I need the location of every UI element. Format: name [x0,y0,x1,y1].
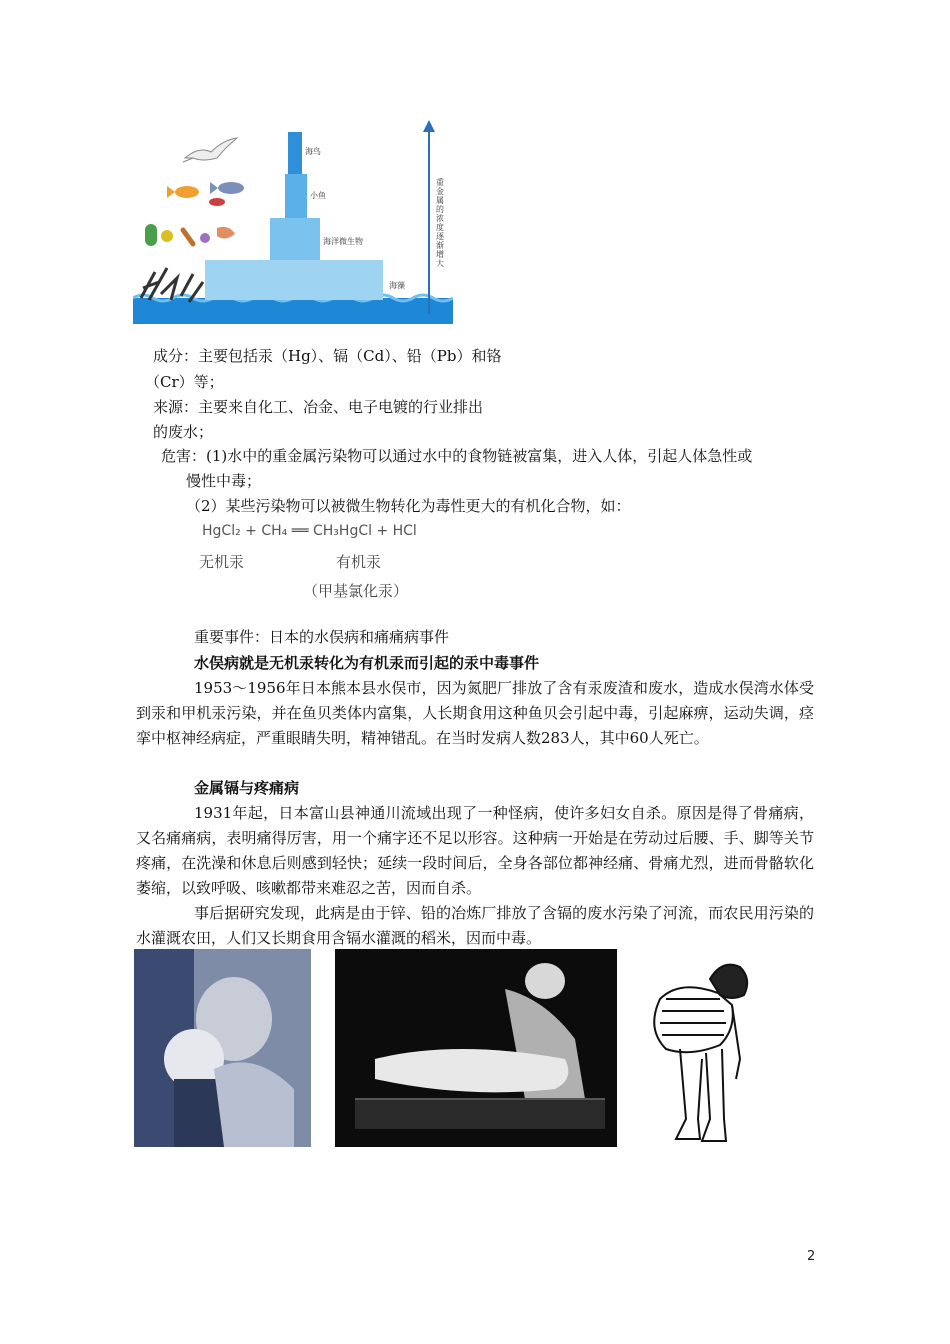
seabird-icon [183,138,237,162]
level-label-seabird: 海鸟 [305,147,321,156]
events-heading: 重要事件：日本的水俣病和痛痛病事件 [194,628,450,646]
fish-icon [167,182,244,206]
minamata-title: 水俣病就是无机汞转化为有机汞而引起的汞中毒事件 [194,654,540,672]
seaweed-icon [141,268,203,302]
itai-itai-title: 金属镉与疼痛病 [194,779,300,797]
source-line-1: 来源：主要来自化工、冶金、电子电镀的行业排出 [153,398,484,416]
itai-itai-paragraph: 1931年起，日本富山县神通川流域出现了一种怪病，使许多妇女自杀。原因是得了骨痛病，又名痛痛病，表明痛得厉害，用一个痛字还不足以形容。这种病一开始是在劳动过后腰、手、脚等关节疼痛，在洗澡和休息后则感到轻快；延续一段时间后，全身各部位都神经痛、骨痛尤烈，进而骨骼软化萎缩，以致呼吸、咳嗽都带来难忍之苦，因而自杀。 [136,804,814,897]
bent-over-patient-drawing [640,949,770,1147]
methyl-mercury-label: （甲基氯化汞） [303,582,409,600]
bathing-victim-photo [335,949,617,1147]
minamata-victims-photo [134,949,311,1147]
microorganisms-icon [145,224,235,246]
composition-line-2: （Cr）等； [145,373,224,391]
page-number: 2 [807,1249,816,1264]
composition-line-1: 成分：主要包括汞（Hg）、镉（Cd）、铅（Pb）和铬 [153,347,502,365]
level-label-seaweed: 海藻 [389,281,405,290]
harm-line-1: 危害：(1)水中的重金属污染物可以通过水中的食物链被富集，进入人体，引起人体急性或 [161,447,753,465]
food-chain-diagram [133,118,453,324]
level-label-small-fish: 小鱼 [310,191,326,200]
minamata-paragraph: 1953～1956年日本熊本县水俣市，因为氮肥厂排放了含有汞废渣和废水，造成水俣湾水体受到汞和甲机汞污染，并在鱼贝类体内富集，人长期食用这种鱼贝会引起中毒，引起麻痹，运动失调，痉挛中枢神经病症，严重眼睛失明，精神错乱。在当时发病人数283人，其中60人死亡。 [136,679,814,747]
source-line-2: 的废水； [153,423,214,441]
inorganic-mercury-label: 无机汞 [199,553,245,571]
level-label-microbes: 海洋微生物 [323,237,363,246]
concentration-arrow-label: 重金属的浓度逐渐增大 [436,178,444,268]
chemical-equation: HgCl₂ + CH₄ ══ CH₃HgCl + HCl [202,523,417,539]
harm-line-3: （2）某些污染物可以被微生物转化为毒性更大的有机化合物，如： [186,497,631,515]
organic-mercury-label: 有机汞 [336,553,382,571]
research-paragraph: 事后据研究发现，此病是由于锌、铅的冶炼厂排放了含镉的废水污染了河流，而农民用污染的水灌溉农田，人们又长期食用含镉水灌溉的稻米，因而中毒。 [136,904,814,947]
harm-line-2: 慢性中毒； [186,472,262,490]
